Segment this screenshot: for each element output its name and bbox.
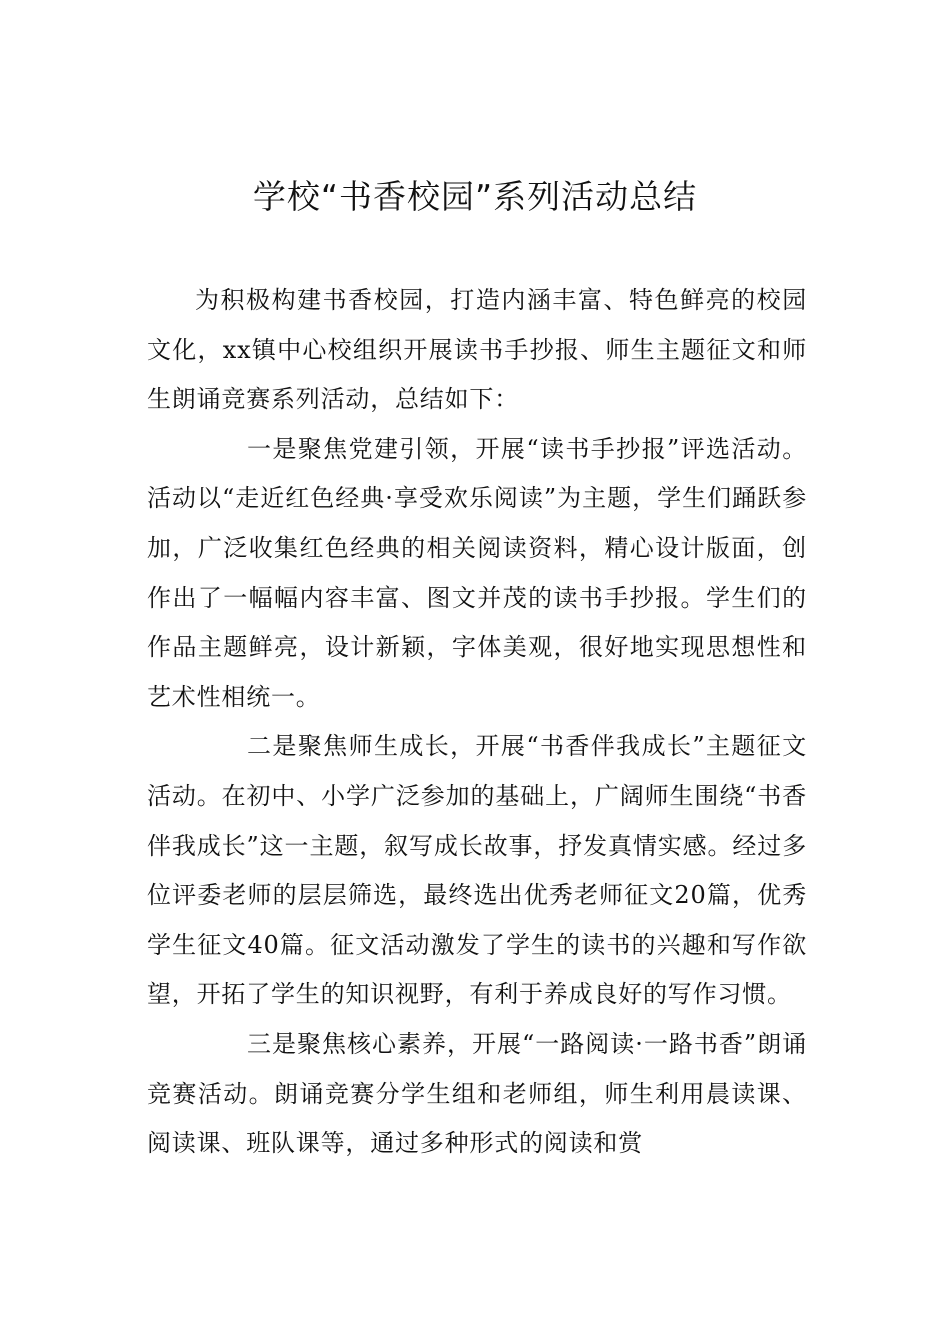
document-body: [147, 276, 807, 1169]
paragraph-essay-activity: 二是聚焦师生成长，开展“书香伴我成长”主题征文活动。在初中、小学广泛参加的基础上，广阔师生围绕“书香伴我成长”这一主题，叙写成长故事，抒发真情实感。经过多位评委老师的层层筛选，最终选出优秀老师征文20篇，优秀学生征文40篇。征文活动激发了学生的读书的兴趣和写作欲望，开拓了学生的知识视野，有利于养成良好的写作习惯。: [147, 732, 807, 1009]
document-title: 学校“书香校园”系列活动总结: [252, 177, 698, 216]
intro-paragraph: 为积极构建书香校园，打造内涵丰富、特色鲜亮的校园文化，xx镇中心校组织开展读书手抄报、师生主题征文和师生朗诵竞赛系列活动，总结如下：: [147, 286, 807, 414]
paragraph-recitation-contest: 三是聚焦核心素养，开展“一路阅读·一路书香”朗诵竞赛活动。朗诵竞赛分学生组和老师组，师生利用晨读课、阅读课、班队课等，通过多种形式的阅读和赏: [147, 1029, 807, 1158]
paragraph-reading-handwritten-newspaper: 一是聚焦党建引领，开展“读书手抄报”评选活动。活动以“走近红色经典·享受欢乐阅读”为主题，学生们踊跃参加，广泛收集红色经典的相关阅读资料，精心设计版面，创作出了一幅幅内容丰富、图文并茂的读书手抄报。学生们的作品主题鲜亮，设计新颖，字体美观，很好地实现思想性和艺术性相统一。: [147, 434, 807, 711]
